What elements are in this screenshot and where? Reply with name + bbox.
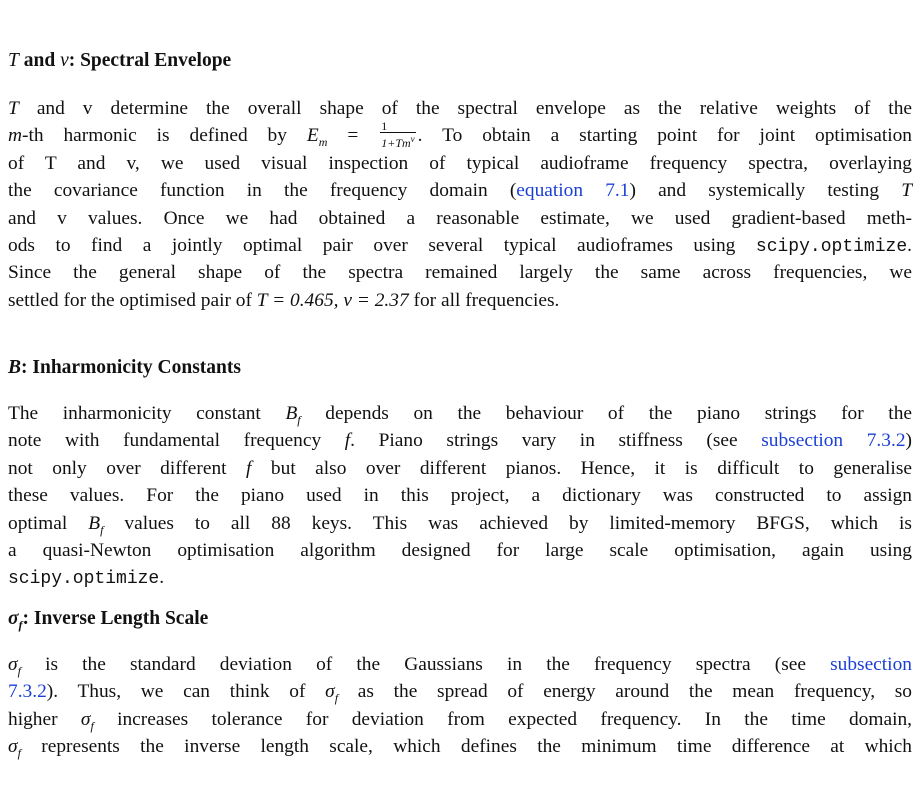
math-f: f	[344, 430, 351, 452]
text-line	[8, 651, 912, 678]
fraction	[380, 120, 415, 149]
text-segment: optimal	[8, 512, 68, 534]
math-sigma-subscript: f	[17, 746, 21, 761]
text-segment: is the standard deviation of the Gaussians in the frequency spectra (see	[45, 654, 806, 675]
section-heading-inharmonicity	[8, 357, 241, 379]
text-line	[8, 259, 912, 286]
fraction-numerator: 1	[380, 120, 415, 133]
text-segment: a quasi-Newton optimisation algorithm designed for large scale optimisation, again using	[8, 539, 912, 561]
text-segment: these values. For the piano used in this project, a dictionary was constructed to assign	[8, 485, 912, 507]
math-sigma: σ	[80, 708, 91, 730]
subsection-link[interactable]: subsection 7.3.2	[761, 430, 906, 452]
math-f: f	[246, 457, 252, 479]
text-segment: depends on the behaviour of the piano strings for the	[325, 403, 912, 424]
text-segment: values to all 88 keys. This was achieved by limited-memory BFGS, which is	[124, 512, 912, 534]
text-line	[8, 733, 912, 760]
paragraph-inverse-length-scale	[8, 651, 912, 761]
text-segment: -th harmonic is defined by	[22, 125, 287, 147]
code-scipy-optimize: scipy.optimize	[8, 569, 160, 590]
text-line	[8, 150, 912, 177]
text-segment: note with fundamental frequency	[8, 430, 322, 452]
text-line	[8, 95, 912, 122]
paragraph-inharmonicity	[8, 400, 912, 592]
text-segment: The inharmonicity constant	[8, 403, 261, 424]
math-T: T	[8, 98, 19, 119]
heading-and: and	[18, 50, 61, 71]
heading-title-text: : Inverse Length Scale	[22, 608, 209, 629]
heading-symbol-sigma-subscript: f	[18, 617, 23, 632]
text-segment: as the spread of energy around the mean frequency, so	[357, 681, 912, 703]
text-line	[8, 706, 912, 733]
text-line	[8, 427, 912, 454]
text-segment: To obtain a starting point for joint optimisation	[442, 125, 912, 147]
math-sigma: σ	[325, 681, 335, 703]
text-segment: Since the general shape of the spectra remained largely the same across frequencies, we	[8, 262, 912, 284]
section-heading-inverse-length-scale	[8, 608, 208, 633]
subsection-link-continued[interactable]: 7.3.2	[8, 681, 47, 703]
text-line	[8, 287, 912, 314]
fraction-denominator-text: 1+Tm	[381, 136, 411, 151]
text-line	[8, 205, 912, 232]
text-line	[8, 455, 912, 482]
text-segment: ods to find a jointly optimal pair over several typical audioframes using	[8, 234, 736, 256]
text-line	[8, 564, 912, 591]
code-scipy-optimize: scipy.optimize	[755, 236, 908, 257]
math-B-subscript: f	[297, 412, 301, 427]
math-sigma-subscript: f	[90, 718, 94, 733]
text-segment: and v values. Once we had obtained a reasonable estimate, we used gradient-based meth-	[8, 207, 912, 229]
math-equals: =	[347, 125, 359, 147]
text-segment: ) and systemically testing	[629, 180, 880, 202]
text-segment: of T and v, we used visual inspection of typical audioframe frequency spectra, overlaying	[8, 152, 912, 174]
text-segment: ). Thus, we can think of	[46, 681, 306, 703]
text-segment: .	[159, 567, 165, 589]
math-optimised-pair: T = 0.465, v = 2.37	[256, 289, 409, 311]
math-sigma-subscript: f	[17, 663, 21, 678]
text-line: m-th harmonic is defined by $E_m$ = $\frac{1}{1+Tm^v}$ . To obtain a starting point for joint optimisation	[8, 119, 912, 151]
paragraph-spectral-envelope	[8, 95, 912, 314]
text-segment: represents the inverse length scale, which defines the minimum time difference at which	[41, 736, 912, 758]
text-line	[8, 537, 912, 564]
math-E: E	[306, 125, 319, 147]
math-B: B	[88, 512, 101, 534]
heading-symbol-B: B	[8, 357, 22, 378]
text-line	[8, 177, 912, 204]
math-T: T	[901, 180, 912, 202]
heading-symbol-sigma: σ	[8, 608, 19, 629]
fraction-denominator-sup: v	[410, 134, 415, 145]
text-segment: settled for the optimised pair of	[8, 289, 252, 311]
heading-symbol-T: T	[8, 50, 19, 71]
text-segment: the covariance function in the frequency domain (	[8, 180, 517, 202]
fraction-denominator	[380, 133, 415, 149]
text-segment: and v determine the overall shape of the spectral envelope as the relative weights of the	[36, 98, 912, 119]
text-segment: but also over different pianos. Hence, it is difficult to generalise	[270, 457, 912, 479]
math-B: B	[285, 403, 298, 424]
math-m: m	[8, 125, 23, 147]
text-line	[8, 482, 912, 509]
text-line	[8, 510, 912, 537]
heading-symbol-v: v	[60, 50, 69, 71]
math-B-subscript: f	[100, 522, 104, 537]
heading-title-text: : Spectral Envelope	[68, 50, 232, 71]
subsection-link[interactable]: subsection	[830, 654, 912, 675]
math-sigma: σ	[8, 654, 18, 675]
math-E-subscript: m	[318, 135, 328, 150]
text-segment: not only over different	[8, 457, 227, 479]
math-sigma: σ	[8, 736, 18, 758]
text-segment: higher	[8, 708, 58, 730]
equation-link[interactable]: equation 7.1	[516, 180, 630, 202]
text-segment: . Piano strings vary in stiffness (see	[350, 430, 738, 452]
text-segment: for all frequencies.	[413, 289, 560, 311]
math-sigma-subscript: f	[334, 691, 339, 706]
text-line: ods to find a jointly optimal pair over several typical audioframes using scipy.optimize.	[8, 234, 912, 257]
heading-title-text: : Inharmonicity Constants	[21, 357, 241, 378]
text-segment: )	[905, 430, 912, 452]
text-line	[8, 400, 912, 427]
text-segment: increases tolerance for deviation from expected frequency. In the time domain,	[117, 708, 912, 730]
text-line	[8, 678, 912, 705]
section-heading-spectral-envelope	[8, 50, 231, 72]
